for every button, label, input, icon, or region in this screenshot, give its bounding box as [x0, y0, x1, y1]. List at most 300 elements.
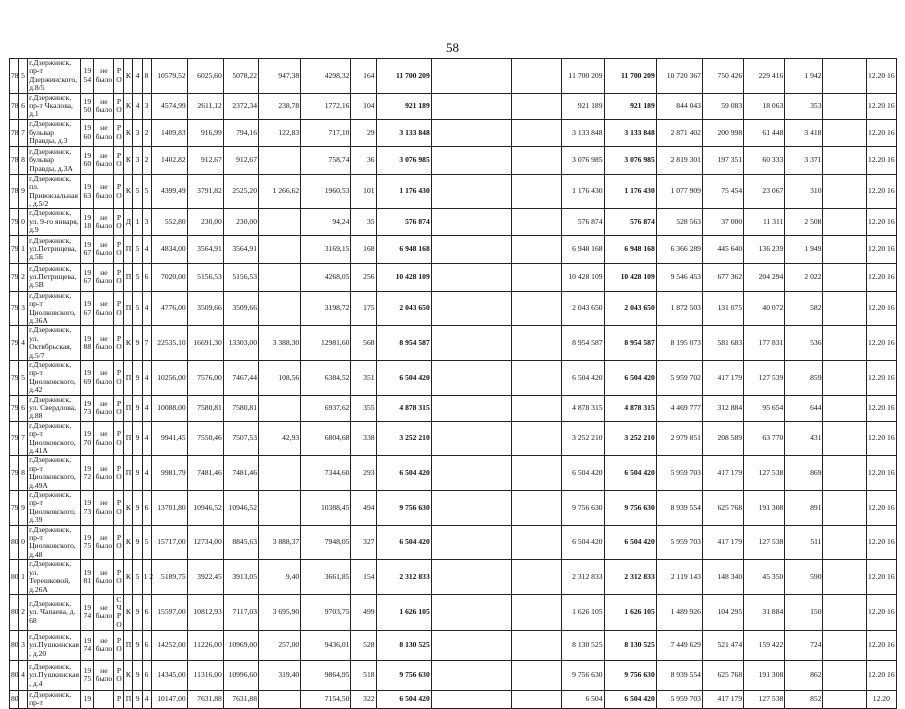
cell-total-area: 4399,49 — [151, 174, 187, 209]
cell-blank-2 — [512, 525, 562, 560]
cell-municipal-area — [259, 491, 301, 526]
cell-deadline: 12.20 16 — [866, 291, 896, 326]
cell-address: г.Дзержинск, пр-т Циолковского, д.48 — [28, 525, 81, 560]
cell-blank-3 — [823, 326, 866, 361]
cell-cost-b: 6 504 420 — [604, 456, 656, 491]
cell-status: не было — [94, 326, 114, 361]
cell-roof-area: 9864,95 — [301, 660, 351, 690]
cell-private-area: 3913,05 — [223, 560, 258, 595]
cell-specific-cost: 3 418 — [785, 119, 823, 146]
cell-deadline: 12.20 16 — [866, 491, 896, 526]
cell-total-area: 7020,00 — [151, 263, 187, 291]
cell-status: не было — [94, 630, 114, 660]
cell-private-area: 3509,66 — [223, 291, 258, 326]
cell-cost-b: 8 130 525 — [604, 630, 656, 660]
cell-cost-b: 9 756 630 — [604, 491, 656, 526]
cell-wall: П — [124, 456, 133, 491]
cell-cost-total: 4 878 315 — [376, 395, 431, 421]
cell-entrances: 4 — [142, 360, 151, 395]
cell-deadline: 12.20 16 — [866, 235, 896, 263]
cell-residents: 154 — [351, 560, 376, 595]
table-row — [10, 525, 897, 560]
cell-blank-1 — [431, 235, 511, 263]
table-row — [10, 263, 897, 291]
cell-year: 19 67 — [81, 263, 94, 291]
cell-year: 19 74 — [81, 630, 94, 660]
cell-specific-cost: 511 — [785, 525, 823, 560]
cell-cost-local: 191 308 — [744, 660, 785, 690]
table-row — [10, 59, 897, 94]
cell-cost-local: 127 538 — [744, 525, 785, 560]
cell-total-area: 10147,00 — [151, 690, 187, 708]
cell-specific-cost: 3 371 — [785, 146, 823, 174]
cell-total-area: 14252,00 — [151, 630, 187, 660]
cell-private-area: 7507,53 — [223, 421, 258, 456]
cell-year: 19 81 — [81, 560, 94, 595]
cell-private-area: 7467,44 — [223, 360, 258, 395]
cell-living-area: 12734,00 — [187, 525, 223, 560]
cell-cost-local: 60 333 — [744, 146, 785, 174]
cell-address: г.Дзержинск, ул. Октябрьская, д.5/7 — [28, 326, 81, 361]
cell-cost-total: 10 428 109 — [376, 263, 431, 291]
cell-cost-region: 521 474 — [702, 630, 743, 660]
cell-floors: 5 — [133, 174, 142, 209]
cell-cost-local: 229 416 — [744, 59, 785, 94]
cell-roof-area: 7154,50 — [301, 690, 351, 708]
cell-private-area: 794,16 — [223, 119, 258, 146]
cell-no-hi: 78 — [10, 119, 19, 146]
cell-address: г.Дзержинск, ул.Петрищева, д.5Б — [28, 235, 81, 263]
cell-cost-region: 208 589 — [702, 421, 743, 456]
cell-blank-1 — [431, 93, 511, 119]
cell-total-area: 15717,00 — [151, 525, 187, 560]
cell-no-hi: 79 — [10, 395, 19, 421]
cell-living-area: 7550,46 — [187, 421, 223, 456]
cell-cost-a: 11 700 209 — [562, 59, 604, 94]
cell-residents: 351 — [351, 360, 376, 395]
cell-deadline: 12.20 16 — [866, 263, 896, 291]
cell-ro: Р О — [114, 525, 124, 560]
cell-status: не было — [94, 235, 114, 263]
cell-blank-3 — [823, 119, 866, 146]
cell-cost-local: 95 654 — [744, 395, 785, 421]
cell-specific-cost: 644 — [785, 395, 823, 421]
cell-cost-b: 2 043 650 — [604, 291, 656, 326]
cell-address: г.Дзержинск, пр-т Циолковского, д.39 — [28, 491, 81, 526]
cell-deadline: 12.20 16 — [866, 560, 896, 595]
cell-living-area: 7631,88 — [187, 690, 223, 708]
cell-no-lo: 3 — [19, 291, 28, 326]
cell-no-lo: 0 — [19, 525, 28, 560]
cell-year: 19 70 — [81, 421, 94, 456]
cell-cost-total: 6 504 420 — [376, 690, 431, 708]
cell-roof-area: 6937,62 — [301, 395, 351, 421]
cell-blank-3 — [823, 491, 866, 526]
cell-blank-2 — [512, 326, 562, 361]
cell-floors: 5 — [133, 263, 142, 291]
cell-cost-region: 445 640 — [702, 235, 743, 263]
cell-roof-area: 6804,68 — [301, 421, 351, 456]
cell-residents: 293 — [351, 456, 376, 491]
cell-private-area: 10946,52 — [223, 491, 258, 526]
cell-status: не было — [94, 421, 114, 456]
cell-wall: П — [124, 291, 133, 326]
cell-no-hi: 80 — [10, 560, 19, 595]
cell-cost-region: 417 179 — [702, 525, 743, 560]
cell-no-lo: 7 — [19, 119, 28, 146]
cell-no-lo: 5 — [19, 59, 28, 94]
cell-private-area: 7117,03 — [223, 594, 258, 630]
cell-total-area: 5189,75 — [151, 560, 187, 595]
cell-blank-2 — [512, 119, 562, 146]
cell-wall: К — [124, 560, 133, 595]
cell-ro: Р — [114, 690, 124, 708]
cell-residents: 528 — [351, 630, 376, 660]
cell-specific-cost: 590 — [785, 560, 823, 595]
cell-total-area: 10088,00 — [151, 395, 187, 421]
cell-private-area: 10969,00 — [223, 630, 258, 660]
cell-cost-fund: 1 489 926 — [656, 594, 702, 630]
cell-floors: 1 — [133, 209, 142, 235]
cell-private-area: 2525,20 — [223, 174, 258, 209]
cell-year: 19 — [81, 690, 94, 708]
cell-blank-2 — [512, 235, 562, 263]
cell-floors: 9 — [133, 456, 142, 491]
data-table — [9, 58, 897, 709]
cell-address: г.Дзержинск, пр-т Циолковского, д.42 — [28, 360, 81, 395]
cell-no-lo: 7 — [19, 421, 28, 456]
cell-cost-a: 2 043 650 — [562, 291, 604, 326]
cell-total-area: 552,80 — [151, 209, 187, 235]
cell-blank-3 — [823, 456, 866, 491]
cell-wall: П — [124, 395, 133, 421]
cell-blank-3 — [823, 146, 866, 174]
cell-residents: 494 — [351, 491, 376, 526]
cell-living-area: 7576,00 — [187, 360, 223, 395]
cell-blank-2 — [512, 263, 562, 291]
cell-blank-1 — [431, 174, 511, 209]
cell-residents: 256 — [351, 263, 376, 291]
cell-no-lo: 1 — [19, 235, 28, 263]
cell-blank-1 — [431, 119, 511, 146]
cell-year: 19 73 — [81, 395, 94, 421]
cell-wall: К — [124, 174, 133, 209]
cell-blank-3 — [823, 59, 866, 94]
cell-cost-b: 6 504 420 — [604, 525, 656, 560]
cell-cost-total: 2 043 650 — [376, 291, 431, 326]
cell-cost-region: 37 000 — [702, 209, 743, 235]
cell-deadline: 12.20 16 — [866, 360, 896, 395]
cell-blank-1 — [431, 491, 511, 526]
cell-roof-area: 9436,01 — [301, 630, 351, 660]
cell-blank-3 — [823, 174, 866, 209]
cell-cost-b: 4 878 315 — [604, 395, 656, 421]
cell-no-lo — [19, 690, 28, 708]
cell-cost-fund: 5 959 703 — [656, 690, 702, 708]
cell-cost-a: 10 428 109 — [562, 263, 604, 291]
cell-blank-2 — [512, 395, 562, 421]
cell-residents: 322 — [351, 690, 376, 708]
cell-blank-2 — [512, 93, 562, 119]
cell-entrances: 4 — [142, 690, 151, 708]
cell-municipal-area: 3 388,30 — [259, 326, 301, 361]
cell-total-area: 14345,00 — [151, 660, 187, 690]
cell-cost-region: 750 426 — [702, 59, 743, 94]
cell-entrances: 4 — [142, 291, 151, 326]
cell-wall: П — [124, 360, 133, 395]
cell-private-area: 7631,88 — [223, 690, 258, 708]
cell-blank-3 — [823, 209, 866, 235]
cell-cost-region: 59 083 — [702, 93, 743, 119]
cell-no-lo: 2 — [19, 263, 28, 291]
cell-wall: К — [124, 594, 133, 630]
cell-cost-b: 3 133 848 — [604, 119, 656, 146]
cell-municipal-area: 238,78 — [259, 93, 301, 119]
cell-roof-area: 10388,45 — [301, 491, 351, 526]
cell-cost-total: 9 756 630 — [376, 660, 431, 690]
cell-blank-3 — [823, 630, 866, 660]
cell-cost-b: 6 504 420 — [604, 360, 656, 395]
cell-floors: 9 — [133, 594, 142, 630]
cell-roof-area: 717,10 — [301, 119, 351, 146]
cell-address: г.Дзержинск, ул.Пушкинская, д.4 — [28, 660, 81, 690]
cell-specific-cost: 859 — [785, 360, 823, 395]
cell-cost-total: 3 133 848 — [376, 119, 431, 146]
cell-cost-region: 75 454 — [702, 174, 743, 209]
cell-cost-b: 2 312 833 — [604, 560, 656, 595]
cell-entrances: 3 — [142, 93, 151, 119]
cell-address: г.Дзержинск, пр-т Циолковского, д.36А — [28, 291, 81, 326]
cell-entrances: 6 — [142, 491, 151, 526]
cell-floors: 9 — [133, 630, 142, 660]
cell-ro: Р О — [114, 93, 124, 119]
table-row — [10, 326, 897, 361]
cell-ro: Р О — [114, 263, 124, 291]
cell-blank-3 — [823, 421, 866, 456]
cell-no-hi: 79 — [10, 491, 19, 526]
cell-no-lo: 8 — [19, 456, 28, 491]
cell-status: не было — [94, 395, 114, 421]
table-row — [10, 421, 897, 456]
cell-blank-1 — [431, 630, 511, 660]
cell-cost-local: 191 308 — [744, 491, 785, 526]
cell-municipal-area: 3 888,37 — [259, 525, 301, 560]
cell-living-area: 916,99 — [187, 119, 223, 146]
cell-ro: Р О — [114, 291, 124, 326]
cell-cost-fund: 6 366 289 — [656, 235, 702, 263]
cell-roof-area: 94,24 — [301, 209, 351, 235]
cell-cost-fund: 5 959 703 — [656, 525, 702, 560]
cell-status: не было — [94, 263, 114, 291]
cell-no-hi: 80 — [10, 525, 19, 560]
table-row — [10, 594, 897, 630]
cell-residents: 29 — [351, 119, 376, 146]
cell-cost-fund: 2 819 301 — [656, 146, 702, 174]
cell-blank-3 — [823, 263, 866, 291]
cell-no-lo: 4 — [19, 660, 28, 690]
cell-municipal-area — [259, 456, 301, 491]
cell-private-area: 7481,46 — [223, 456, 258, 491]
table-row — [10, 360, 897, 395]
cell-cost-total: 3 252 210 — [376, 421, 431, 456]
cell-no-hi: 79 — [10, 209, 19, 235]
cell-total-area: 1402,82 — [151, 146, 187, 174]
cell-wall: П — [124, 235, 133, 263]
cell-entrances: 6 — [142, 594, 151, 630]
table-row — [10, 174, 897, 209]
cell-no-hi: 80 — [10, 660, 19, 690]
cell-specific-cost: 536 — [785, 326, 823, 361]
cell-blank-1 — [431, 594, 511, 630]
cell-no-lo: 6 — [19, 93, 28, 119]
cell-status: не было — [94, 119, 114, 146]
cell-private-area: 7580,81 — [223, 395, 258, 421]
cell-no-hi: 78 — [10, 174, 19, 209]
cell-address: г.Дзержинск, ул. Терешковой, д.26А — [28, 560, 81, 595]
cell-cost-b: 1 626 105 — [604, 594, 656, 630]
table-row — [10, 690, 897, 708]
cell-status: не было — [94, 146, 114, 174]
cell-ro: Р О — [114, 395, 124, 421]
cell-roof-area: 4268,05 — [301, 263, 351, 291]
cell-blank-1 — [431, 146, 511, 174]
cell-total-area: 9941,45 — [151, 421, 187, 456]
cell-total-area: 9981,79 — [151, 456, 187, 491]
cell-residents: 168 — [351, 235, 376, 263]
cell-no-lo: 5 — [19, 360, 28, 395]
cell-municipal-area: 947,38 — [259, 59, 301, 94]
cell-entrances: 6 — [142, 630, 151, 660]
cell-address: г.Дзержинск, пр-т — [28, 690, 81, 708]
page-number: 58 — [446, 40, 459, 55]
cell-specific-cost: 2 022 — [785, 263, 823, 291]
cell-deadline: 12.20 16 — [866, 174, 896, 209]
cell-blank-3 — [823, 291, 866, 326]
cell-blank-3 — [823, 93, 866, 119]
cell-ro: Р О — [114, 456, 124, 491]
cell-private-area: 8845,63 — [223, 525, 258, 560]
cell-cost-local: 40 072 — [744, 291, 785, 326]
cell-cost-a: 1 176 430 — [562, 174, 604, 209]
cell-blank-2 — [512, 456, 562, 491]
cell-residents: 164 — [351, 59, 376, 94]
cell-cost-region: 417 179 — [702, 690, 743, 708]
cell-year: 19 18 — [81, 209, 94, 235]
cell-cost-total: 11 700 209 — [376, 59, 431, 94]
cell-cost-total: 576 874 — [376, 209, 431, 235]
cell-deadline: 12.20 16 — [866, 660, 896, 690]
cell-cost-region: 677 362 — [702, 263, 743, 291]
cell-total-area: 4776,00 — [151, 291, 187, 326]
cell-deadline: 12.20 16 — [866, 421, 896, 456]
cell-cost-region: 581 683 — [702, 326, 743, 361]
cell-cost-a: 6 504 420 — [562, 525, 604, 560]
cell-municipal-area: 9,40 — [259, 560, 301, 595]
cell-year: 19 73 — [81, 491, 94, 526]
cell-blank-2 — [512, 660, 562, 690]
cell-entrances: 6 — [142, 660, 151, 690]
cell-private-area: 230,00 — [223, 209, 258, 235]
cell-cost-fund: 5 959 703 — [656, 456, 702, 491]
cell-roof-area: 1772,16 — [301, 93, 351, 119]
table-row — [10, 560, 897, 595]
cell-cost-total: 3 076 985 — [376, 146, 431, 174]
cell-blank-3 — [823, 395, 866, 421]
cell-no-hi: 79 — [10, 421, 19, 456]
cell-blank-3 — [823, 594, 866, 630]
cell-wall: К — [124, 146, 133, 174]
cell-status: не было — [94, 360, 114, 395]
cell-cost-a: 3 133 848 — [562, 119, 604, 146]
cell-address: г.Дзержинск, бульвар Правды, д.3 — [28, 119, 81, 146]
cell-cost-region: 197 351 — [702, 146, 743, 174]
cell-address: г.Дзержинск, пр-т Чкалова, д.1 — [28, 93, 81, 119]
cell-ro: Р О — [114, 560, 124, 595]
cell-residents: 35 — [351, 209, 376, 235]
cell-status: не было — [94, 209, 114, 235]
cell-municipal-area — [259, 235, 301, 263]
cell-cost-b: 6 504 420 — [604, 690, 656, 708]
cell-year: 19 72 — [81, 456, 94, 491]
cell-status: не было — [94, 93, 114, 119]
cell-total-area: 15597,00 — [151, 594, 187, 630]
cell-roof-area: 12981,60 — [301, 326, 351, 361]
cell-entrances: 2 — [142, 119, 151, 146]
cell-wall: К — [124, 660, 133, 690]
cell-specific-cost: 150 — [785, 594, 823, 630]
cell-roof-area: 9703,75 — [301, 594, 351, 630]
cell-municipal-area: 108,56 — [259, 360, 301, 395]
cell-cost-a: 921 189 — [562, 93, 604, 119]
cell-no-hi: 79 — [10, 263, 19, 291]
cell-roof-area: 7344,60 — [301, 456, 351, 491]
cell-address: г.Дзержинск, пл. Привокзальная, д.5/2 — [28, 174, 81, 209]
cell-cost-a: 6 504 420 — [562, 456, 604, 491]
cell-floors: 9 — [133, 326, 142, 361]
cell-floors: 3 — [133, 119, 142, 146]
cell-living-area: 2611,12 — [187, 93, 223, 119]
cell-no-lo: 1 — [19, 560, 28, 595]
cell-cost-region: 148 340 — [702, 560, 743, 595]
cell-no-lo: 6 — [19, 395, 28, 421]
cell-living-area: 7481,46 — [187, 456, 223, 491]
cell-total-area: 22535,10 — [151, 326, 187, 361]
cell-private-area: 13303,00 — [223, 326, 258, 361]
cell-municipal-area — [259, 395, 301, 421]
cell-status: не было — [94, 291, 114, 326]
cell-address: г.Дзержинск, бульвар Правды, д.3А — [28, 146, 81, 174]
cell-specific-cost: 852 — [785, 690, 823, 708]
cell-wall: К — [124, 491, 133, 526]
cell-cost-fund: 5 959 702 — [656, 360, 702, 395]
cell-cost-total: 9 756 630 — [376, 491, 431, 526]
cell-specific-cost: 724 — [785, 630, 823, 660]
cell-deadline: 12.20 16 — [866, 146, 896, 174]
cell-no-lo: 2 — [19, 594, 28, 630]
cell-blank-3 — [823, 690, 866, 708]
cell-blank-1 — [431, 456, 511, 491]
cell-roof-area: 3198,72 — [301, 291, 351, 326]
cell-cost-local: 18 063 — [744, 93, 785, 119]
cell-entrances: 4 — [142, 456, 151, 491]
cell-blank-2 — [512, 560, 562, 595]
cell-total-area: 4574,99 — [151, 93, 187, 119]
cell-ro: Р О — [114, 630, 124, 660]
cell-blank-2 — [512, 594, 562, 630]
cell-address: г.Дзержинск, пр-т Циолковского, д.49А — [28, 456, 81, 491]
cell-roof-area: 6384,52 — [301, 360, 351, 395]
cell-wall: К — [124, 119, 133, 146]
